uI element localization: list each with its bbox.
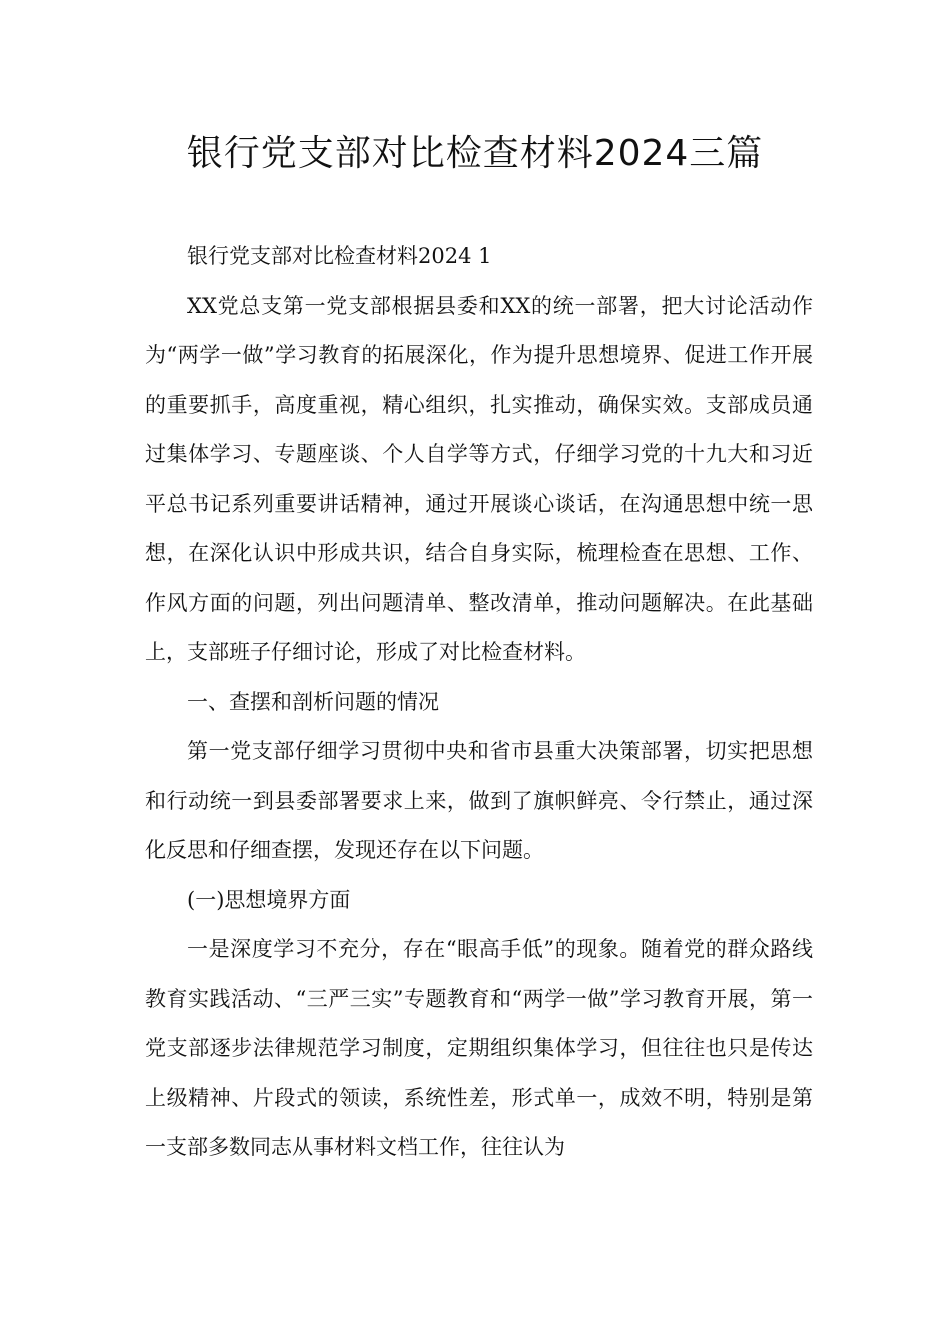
document-title: 银行党支部对比检查材料2024三篇 (186, 133, 764, 174)
section-heading: 一、查摆和剖析问题的情况 (187, 689, 439, 714)
body-paragraph: 第一党支部仔细学习贯彻中央和省市县重大决策部署，切实把思想和行动统一到县委部署要求上来，做到了旗帜鲜亮、令行禁止，通过深化反思和仔细查摆，发现还存在以下问题。 (145, 739, 813, 862)
subtitle-paragraph: 银行党支部对比检查材料2024 1 (187, 244, 492, 268)
body-paragraph: 一是深度学习不充分，存在“眼高手低”的现象。随着党的群众路线教育实践活动、“三严三实”专题教育和“两学一做”学习教育开展，第一党支部逐步法律规范学习制度，定期组织集体学习，但往往也只是传达上级精神、片段式的领读，系统性差，形式单一，成效不明，特别是第一支部多数同志从事材料文档工作，往往认为 (145, 937, 813, 1159)
subsection-heading: (一)思想境界方面 (187, 887, 351, 912)
document-body (145, 232, 813, 1173)
intro-paragraph: XX党总支第一党支部根据县委和XX的统一部署，把大讨论活动作为“两学一做”学习教育的拓展深化，作为提升思想境界、促进工作开展的重要抓手，高度重视，精心组织，扎实推动，确保实效。支部成员通过集体学习、专题座谈、个人自学等方式，仔细学习党的十九大和习近平总书记系列重要讲话精神，通过开展谈心谈话，在沟通思想中统一思想，在深化认识中形成共识，结合自身实际，梳理检查在思想、工作、作风方面的问题，列出问题清单、整改清单，推动问题解决。在此基础上，支部班子仔细讨论，形成了对比检查材料。 (145, 293, 813, 664)
